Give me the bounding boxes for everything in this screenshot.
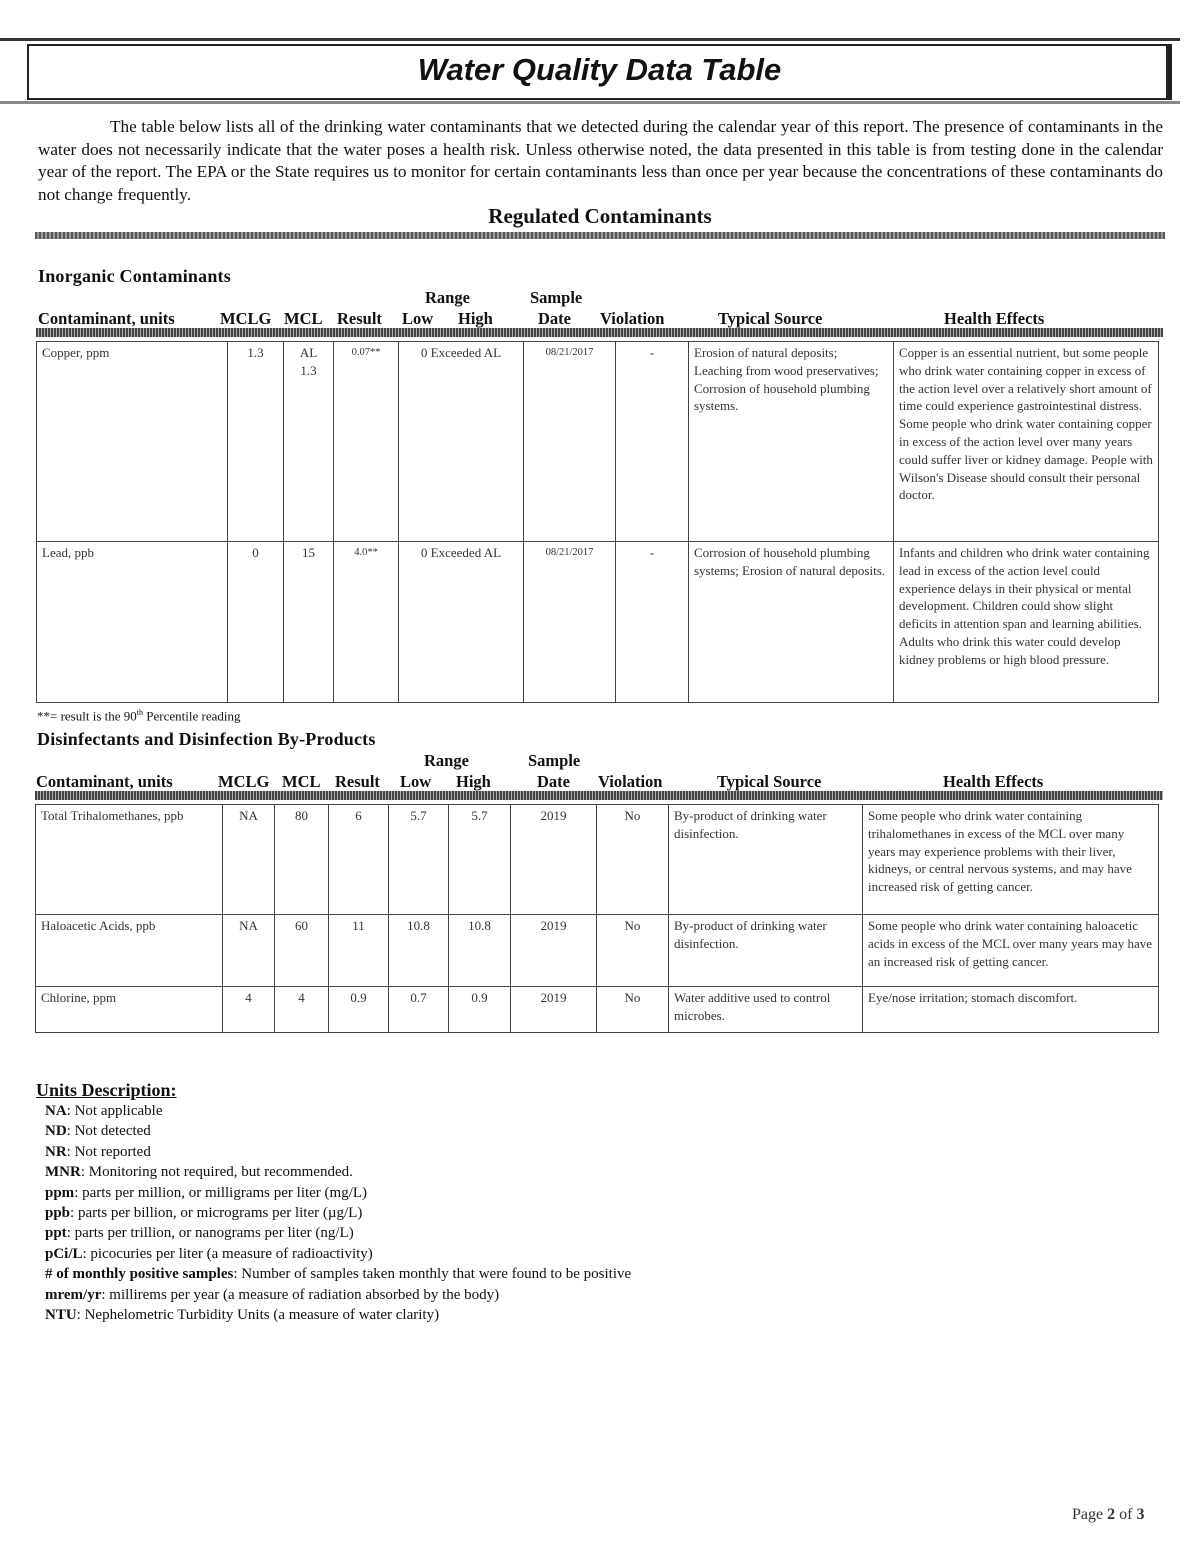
- table-row: [37, 342, 1159, 542]
- inorganic-header-date: Date: [538, 309, 571, 328]
- title-top-rule: [0, 38, 1180, 41]
- inorganic-header-sample: Sample: [530, 288, 583, 307]
- list-item: [45, 1183, 631, 1203]
- health-cell: Some people who drink water containing haloacetic acids in excess of the MCL over many years may have an increased risk of getting cancer.: [863, 915, 1159, 987]
- range-cell: 0 Exceeded AL: [399, 342, 524, 542]
- source-cell: Corrosion of household plumbing systems; Erosion of natural deposits.: [689, 542, 894, 703]
- title-bottom-rule: [0, 101, 1180, 104]
- inorganic-header-low: Low: [402, 309, 434, 328]
- result-cell: 11: [329, 915, 389, 987]
- inorganic-header-contaminant: Contaminant, units: [38, 309, 175, 328]
- result-cell: 0.07**: [334, 342, 399, 542]
- mclg-cell: 1.3: [228, 342, 284, 542]
- units-title: Units Description:: [36, 1080, 177, 1100]
- inorganic-header-source: Typical Source: [718, 309, 823, 328]
- inorganic-table: [36, 341, 1159, 703]
- list-item: [45, 1121, 631, 1141]
- footnote-suffix: Percentile reading: [143, 708, 241, 724]
- mcl-line-1: AL: [299, 345, 318, 360]
- unit-term: NR: [45, 1143, 67, 1160]
- mclg-cell: NA: [223, 915, 275, 987]
- list-item: [45, 1285, 631, 1305]
- disinfectants-table: [35, 804, 1159, 1033]
- unit-term: ppm: [45, 1184, 75, 1201]
- date-cell: 08/21/2017: [524, 342, 616, 542]
- violation-cell: No: [597, 915, 669, 987]
- disinfectants-header-source: Typical Source: [717, 772, 822, 791]
- mcl-cell: 80: [275, 805, 329, 915]
- page-title: Water Quality Data Table: [417, 52, 782, 87]
- unit-term: MNR: [45, 1164, 81, 1181]
- mcl-cell: 15: [284, 542, 334, 703]
- disinfectants-header-high: High: [456, 772, 491, 791]
- disinfectants-header-rule: [35, 791, 1163, 800]
- inorganic-header-result: Result: [337, 309, 382, 328]
- inorganic-header-high: High: [458, 309, 493, 328]
- disinfectants-header-health: Health Effects: [943, 772, 1044, 791]
- health-cell: Infants and children who drink water containing lead in excess of the action level could experience delays in their physical or mental development. Children could show slight deficits in attention span and learning abilities. Adults who drink this water could develop kidney problems or high blood pressure.: [894, 542, 1159, 703]
- footnote-text: **= result is the 90: [37, 708, 137, 724]
- unit-term: mrem/yr: [45, 1286, 102, 1303]
- regulated-heading: Regulated Contaminants: [488, 204, 712, 228]
- unit-desc: : Not applicable: [66, 1103, 163, 1119]
- footnote-superscript: th: [136, 708, 144, 717]
- source-cell: Water additive used to control microbes.: [669, 987, 863, 1033]
- inorganic-header-rule: [36, 328, 1163, 337]
- contaminant-name: Chlorine, ppm: [36, 987, 223, 1033]
- list-item: [45, 1101, 631, 1121]
- contaminant-name: Lead, ppb: [37, 542, 228, 703]
- disinfectants-header-mcl: MCL: [282, 772, 321, 791]
- inorganic-header-violation: Violation: [600, 309, 665, 328]
- high-cell: 5.7: [449, 805, 511, 915]
- page-current: 2: [1107, 1506, 1116, 1523]
- disinfectants-header-sample: Sample: [528, 751, 581, 770]
- table-row: [36, 805, 1159, 915]
- inorganic-header-mclg: MCLG: [220, 309, 272, 328]
- unit-desc: : Not reported: [66, 1143, 151, 1160]
- list-item: [45, 1223, 631, 1243]
- violation-cell: -: [616, 342, 689, 542]
- contaminant-name: Total Trihalomethanes, ppb: [36, 805, 223, 915]
- violation-cell: No: [597, 987, 669, 1033]
- contaminant-name: Haloacetic Acids, ppb: [36, 915, 223, 987]
- low-cell: 0.7: [389, 987, 449, 1033]
- source-cell: By-product of drinking water disinfection.: [669, 915, 863, 987]
- high-cell: 10.8: [449, 915, 511, 987]
- unit-term: ppb: [45, 1205, 71, 1222]
- units-list: [45, 1101, 631, 1325]
- unit-desc: : Not detected: [66, 1123, 151, 1140]
- unit-desc: : millirems per year (a measure of radiation absorbed by the body): [101, 1286, 500, 1303]
- unit-term: NTU: [45, 1307, 77, 1324]
- health-cell: Eye/nose irritation; stomach discomfort.: [863, 987, 1159, 1033]
- source-cell: Erosion of natural deposits; Leaching from wood preservatives; Corrosion of household plumbing systems.: [689, 342, 894, 542]
- disinfectants-header-low: Low: [400, 772, 432, 791]
- list-item: [45, 1244, 631, 1264]
- unit-desc: : parts per billion, or micrograms per liter (µg/L): [70, 1205, 363, 1222]
- mcl-cell: [284, 342, 334, 542]
- violation-cell: -: [616, 542, 689, 703]
- list-item: [45, 1203, 631, 1223]
- table-row: [36, 915, 1159, 987]
- date-cell: 2019: [511, 805, 597, 915]
- result-cell: 6: [329, 805, 389, 915]
- inorganic-header-mcl: MCL: [284, 309, 323, 328]
- page-word: Page: [1072, 1506, 1108, 1523]
- low-cell: 10.8: [389, 915, 449, 987]
- mclg-cell: 0: [228, 542, 284, 703]
- disinfectants-section-title: Disinfectants and Disinfection By-Products: [37, 729, 376, 749]
- table-row: [36, 987, 1159, 1033]
- low-cell: 5.7: [389, 805, 449, 915]
- list-item: [45, 1142, 631, 1162]
- result-cell: 0.9: [329, 987, 389, 1033]
- date-cell: 2019: [511, 987, 597, 1033]
- mcl-cell: 60: [275, 915, 329, 987]
- unit-desc: : Monitoring not required, but recommended.: [80, 1164, 353, 1181]
- date-cell: 2019: [511, 915, 597, 987]
- unit-desc: : parts per trillion, or nanograms per liter (ng/L): [66, 1225, 354, 1242]
- mcl-line-2: 1.3: [300, 362, 317, 378]
- table-row: [37, 542, 1159, 703]
- unit-term: NA: [45, 1103, 67, 1119]
- inorganic-section-title: Inorganic Contaminants: [38, 266, 231, 286]
- disinfectants-header-range: Range: [424, 751, 469, 770]
- date-cell: 08/21/2017: [524, 542, 616, 703]
- unit-desc: : picocuries per liter (a measure of radioactivity): [82, 1245, 373, 1262]
- page-total: 3: [1136, 1506, 1145, 1523]
- range-cell: 0 Exceeded AL: [399, 542, 524, 703]
- disinfectants-header-contaminant: Contaminant, units: [36, 772, 173, 791]
- health-cell: Some people who drink water containing trihalomethanes in excess of the MCL over many years may experience problems with their liver, kidneys, or central nervous systems, and may have increased risk of getting cancer.: [863, 805, 1159, 915]
- disinfectants-header-violation: Violation: [598, 772, 663, 791]
- page-number: [1072, 1506, 1144, 1524]
- list-item: [45, 1264, 631, 1284]
- percentile-footnote: [37, 708, 240, 724]
- unit-term: # of monthly positive samples: [45, 1266, 234, 1283]
- mcl-cell: 4: [275, 987, 329, 1033]
- high-cell: 0.9: [449, 987, 511, 1033]
- unit-term: ND: [45, 1123, 67, 1140]
- result-cell: 4.0**: [334, 542, 399, 703]
- source-cell: By-product of drinking water disinfection.: [669, 805, 863, 915]
- disinfectants-header-result: Result: [335, 772, 380, 791]
- disinfectants-header-date: Date: [537, 772, 570, 791]
- unit-desc: : Nephelometric Turbidity Units (a measure of water clarity): [76, 1307, 440, 1324]
- inorganic-header-range: Range: [425, 288, 470, 307]
- mclg-cell: 4: [223, 987, 275, 1033]
- inorganic-header-health: Health Effects: [944, 309, 1045, 328]
- list-item: [45, 1305, 631, 1325]
- list-item: [45, 1162, 631, 1182]
- regulated-rule: [35, 232, 1165, 239]
- mclg-cell: NA: [223, 805, 275, 915]
- unit-term: pCi/L: [45, 1245, 83, 1262]
- unit-desc: : Number of samples taken monthly that were found to be positive: [233, 1266, 632, 1283]
- disinfectants-header-mclg: MCLG: [218, 772, 270, 791]
- intro-paragraph: The table below lists all of the drinking water contaminants that we detected during the calendar year of this report. The presence of contaminants in the water does not necessarily indicate that the water poses a health risk. Unless otherwise noted, the data presented in this table is from testing done in the calendar year of the report. The EPA or the State requires us to monitor for certain contaminants less than once per year because the concentrations of these contaminants do not change frequently.: [38, 117, 1163, 204]
- page-of: of: [1115, 1506, 1137, 1523]
- contaminant-name: Copper, ppm: [37, 342, 228, 542]
- unit-term: ppt: [45, 1225, 67, 1242]
- violation-cell: No: [597, 805, 669, 915]
- health-cell: Copper is an essential nutrient, but some people who drink water containing copper in excess of the action level over a relatively short amount of time could experience gastrointestinal distress. Some people who drink water containing copper in excess of the action level over many years could suffer liver or kidney damage. People with Wilson's Disease should consult their personal doctor.: [894, 342, 1159, 542]
- unit-desc: : parts per million, or milligrams per liter (mg/L): [74, 1184, 368, 1201]
